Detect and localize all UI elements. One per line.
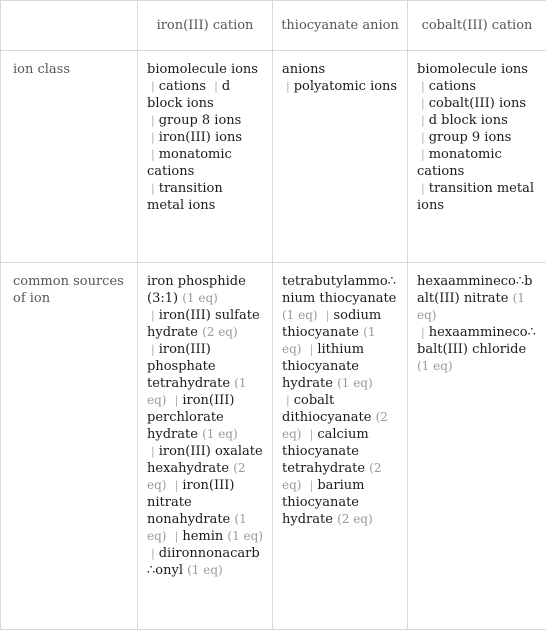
- item-name: sodium thiocyanate: [282, 308, 381, 340]
- item-equivalents: (1 eq): [227, 529, 263, 543]
- separator: |: [282, 80, 294, 93]
- item-name: iron(III) sulfate hydrate: [147, 308, 260, 340]
- item-name: iron(III) phosphate tetrahydrate: [147, 342, 230, 391]
- header-thiocyanate-anion: thiocyanate anion: [273, 1, 408, 51]
- cell-sources-cobalt: [408, 263, 546, 630]
- separator: |: [210, 80, 222, 93]
- item-equivalents: (1 eq): [182, 291, 218, 305]
- separator: |: [147, 343, 159, 356]
- separator: |: [171, 394, 183, 407]
- cell-sources-iron: [138, 263, 273, 630]
- item-name: iron phosphide (3:1): [147, 274, 246, 306]
- separator: |: [417, 80, 429, 93]
- item-name: iron(III) oxalate hexahydrate: [147, 444, 263, 476]
- item-equivalents: (1 eq): [187, 563, 223, 577]
- item-name: calcium thiocyanate tetrahydrate: [282, 427, 369, 476]
- item-name: tetrabutylammo∴nium thiocyanate: [282, 274, 396, 306]
- separator: |: [417, 326, 429, 339]
- item-name: biomolecule ions: [417, 62, 528, 77]
- item-name: polyatomic ions: [294, 79, 397, 94]
- item-name: cobalt(III) ions: [429, 96, 526, 111]
- row-label-ion-class: ion class: [1, 51, 138, 263]
- header-cobalt-iii-cation: cobalt(III) cation: [408, 1, 546, 51]
- item-name: anions: [282, 62, 325, 77]
- item-equivalents: (1 eq): [147, 512, 247, 543]
- separator: |: [306, 479, 318, 492]
- separator: |: [147, 445, 159, 458]
- item-name: group 9 ions: [429, 130, 512, 145]
- item-equivalents: (1 eq): [147, 376, 247, 407]
- separator: |: [147, 182, 159, 195]
- row-common-sources: [1, 263, 546, 630]
- row-ion-class: [1, 51, 546, 263]
- separator: |: [306, 343, 318, 356]
- separator: |: [147, 148, 159, 161]
- item-name: monatomic cations: [147, 147, 232, 179]
- item-equivalents: (2 eq): [202, 325, 238, 339]
- item-equivalents: (2 eq): [337, 512, 373, 526]
- item-name: hemin: [182, 529, 223, 544]
- item-name: cations: [429, 79, 476, 94]
- item-name: barium thiocyanate hydrate: [282, 478, 364, 527]
- item-name: iron(III) perchlorate hydrate: [147, 393, 234, 442]
- item-name: monatomic cations: [417, 147, 502, 179]
- item-name: biomolecule ions: [147, 62, 258, 77]
- separator: |: [417, 131, 429, 144]
- separator: |: [171, 479, 183, 492]
- separator: |: [282, 394, 294, 407]
- item-equivalents: (2 eq): [282, 461, 382, 492]
- item-name: group 8 ions: [159, 113, 242, 128]
- item-equivalents: (1 eq): [417, 291, 525, 322]
- cell-ion-class-iron: [138, 51, 273, 263]
- cell-sources-thiocyanate: [273, 263, 408, 630]
- separator: |: [322, 309, 334, 322]
- item-equivalents: (1 eq): [417, 359, 453, 373]
- item-name: hexaammineco∴balt(III) chloride: [417, 325, 536, 357]
- cell-ion-class-thiocyanate: [273, 51, 408, 263]
- item-equivalents: (1 eq): [282, 308, 318, 322]
- item-equivalents: (2 eq): [282, 410, 388, 441]
- item-name: cobalt dithiocyanate: [282, 393, 371, 425]
- header-iron-iii-cation: iron(III) cation: [138, 1, 273, 51]
- separator: |: [171, 530, 183, 543]
- separator: |: [147, 114, 159, 127]
- item-name: transition metal ions: [417, 181, 534, 213]
- item-name: d block ions: [147, 79, 230, 111]
- cell-ion-class-cobalt: [408, 51, 546, 263]
- separator: |: [417, 114, 429, 127]
- separator: |: [147, 131, 159, 144]
- item-name: transition metal ions: [147, 181, 223, 213]
- separator: |: [147, 547, 159, 560]
- item-equivalents: (1 eq): [202, 427, 238, 441]
- item-name: hexaammineco∴balt(III) nitrate: [417, 274, 532, 306]
- item-equivalents: (1 eq): [337, 376, 373, 390]
- separator: |: [306, 428, 318, 441]
- item-equivalents: (2 eq): [147, 461, 246, 492]
- item-name: diironnonacarb∴onyl: [147, 546, 260, 578]
- row-label-common-sources: common sources of ion: [1, 263, 138, 630]
- header-row: [1, 1, 546, 51]
- separator: |: [417, 97, 429, 110]
- item-name: cations: [159, 79, 206, 94]
- separator: |: [147, 309, 159, 322]
- item-name: iron(III) ions: [159, 130, 242, 145]
- separator: |: [417, 148, 429, 161]
- item-name: lithium thiocyanate hydrate: [282, 342, 364, 391]
- separator: |: [417, 182, 429, 195]
- header-corner: [1, 1, 138, 51]
- separator: |: [147, 80, 159, 93]
- item-name: iron(III) nitrate nonahydrate: [147, 478, 234, 527]
- item-name: d block ions: [429, 113, 508, 128]
- item-equivalents: (1 eq): [282, 325, 375, 356]
